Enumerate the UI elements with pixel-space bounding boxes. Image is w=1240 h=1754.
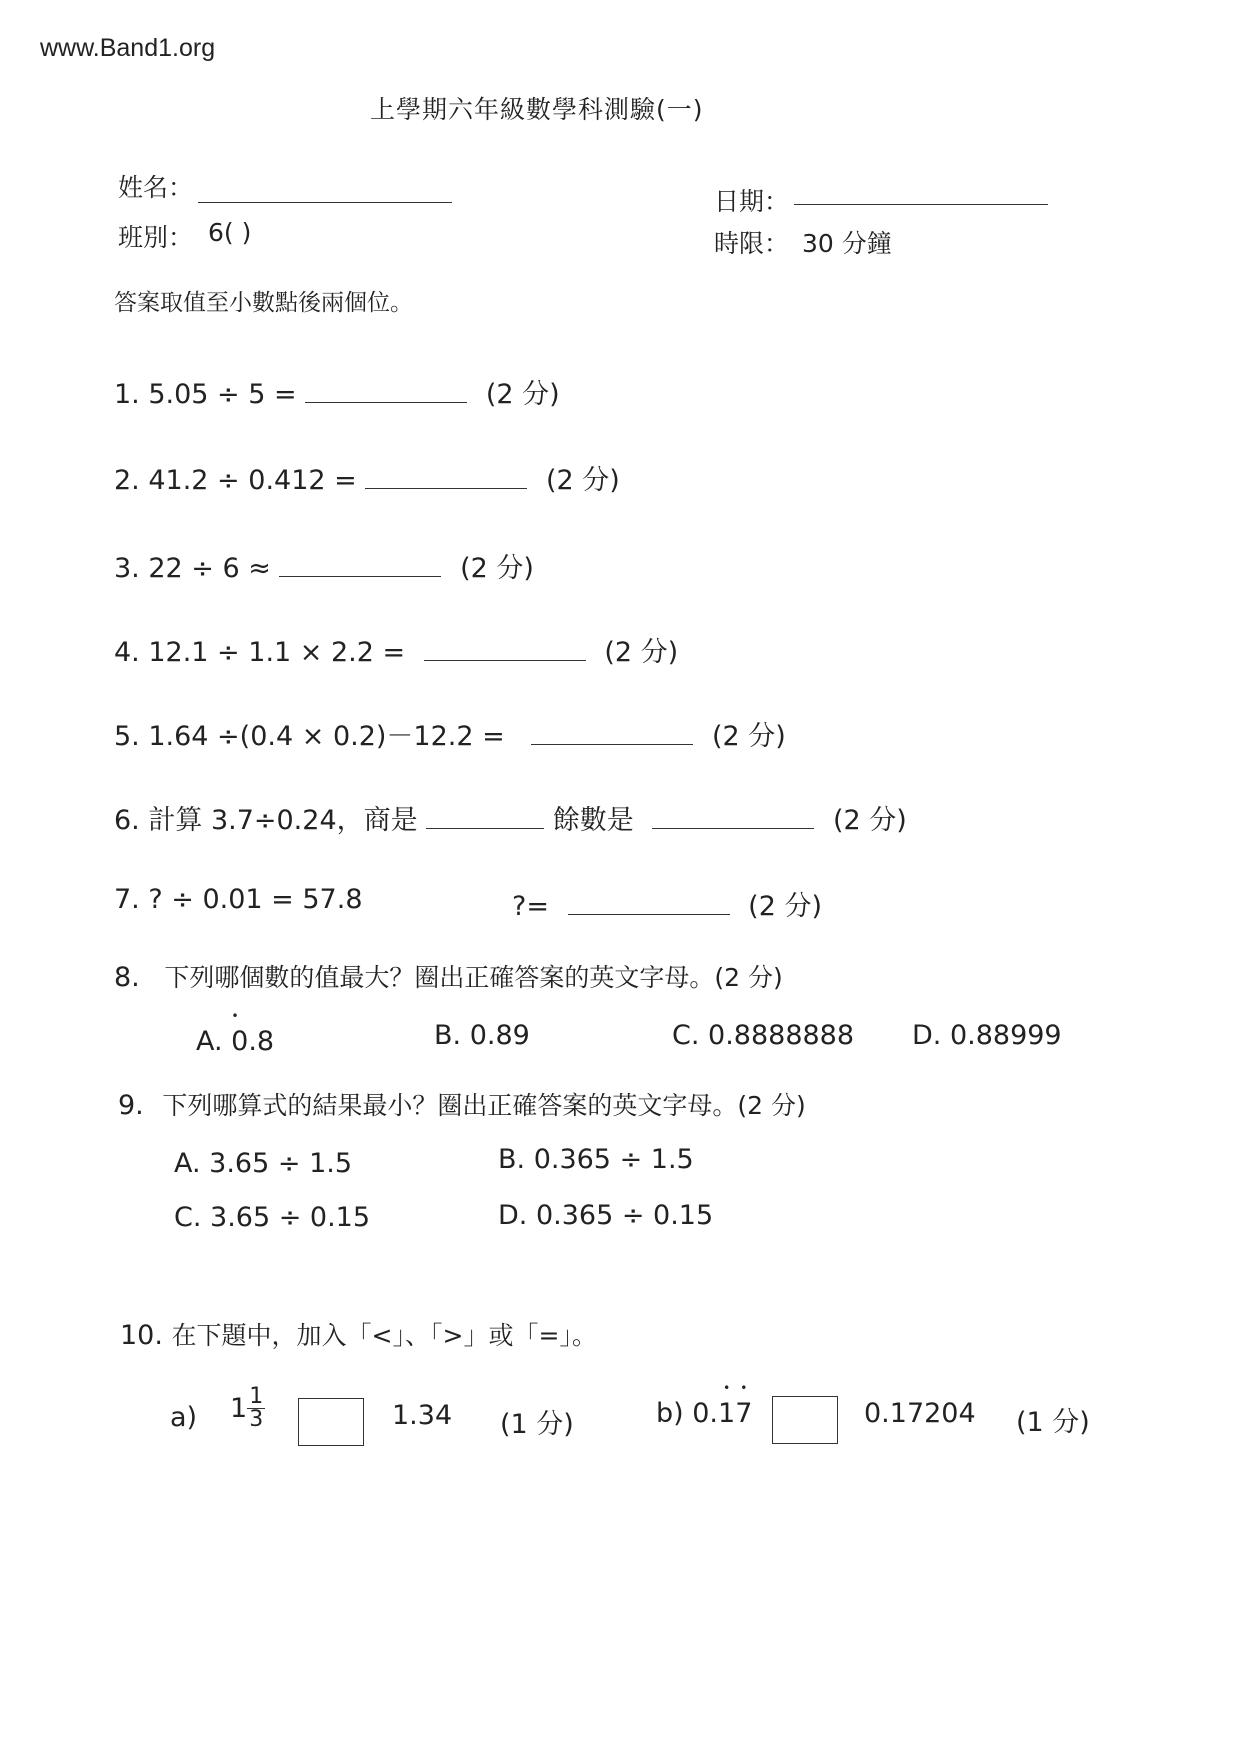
- option-b[interactable]: B. 0.89: [434, 1020, 530, 1051]
- question-10: [120, 1316, 597, 1352]
- question-text: 下列哪個數的值最大？圈出正確答案的英文字母。(2 分): [164, 963, 783, 992]
- marks: (2 分): [711, 721, 786, 752]
- question-number: 2.: [114, 465, 140, 496]
- fraction: [247, 1386, 265, 1431]
- question-number: 5.: [114, 721, 140, 752]
- question-text: 計算 3.7÷0.24，商是: [148, 805, 418, 836]
- answer-blank[interactable]: [305, 372, 467, 403]
- compare-value-a: 1.34: [392, 1400, 453, 1431]
- question-text: 下列哪算式的結果最小？圈出正確答案的英文字母。(2 分): [162, 1091, 806, 1120]
- question-8: [114, 958, 783, 994]
- remainder-blank[interactable]: [652, 798, 814, 829]
- part-b-label: b) 0.: [656, 1398, 719, 1429]
- marks: (2 分): [485, 379, 560, 410]
- question-number: 1.: [114, 379, 140, 410]
- compare-value-b: 0.17204: [864, 1398, 976, 1429]
- class-value: 6( ): [208, 218, 252, 247]
- question-text: 22 ÷ 6 ≈: [148, 553, 271, 584]
- time-label: 時限：: [714, 229, 790, 258]
- question-text-remainder: 餘數是: [552, 805, 634, 836]
- marks: (2 分): [604, 637, 679, 668]
- question-text-unknown: ?=: [512, 891, 549, 922]
- marks: (2 分): [545, 465, 620, 496]
- question-number: 7.: [114, 884, 140, 915]
- marks: (2 分): [460, 553, 534, 584]
- question-6: [114, 798, 907, 837]
- option-a[interactable]: [196, 1026, 274, 1057]
- marks: (2 分): [833, 805, 907, 836]
- question-7-answer: [512, 884, 822, 923]
- question-3: [114, 546, 534, 585]
- whole-part: 1: [230, 1393, 248, 1424]
- answer-blank[interactable]: [424, 630, 586, 661]
- answer-blank[interactable]: [531, 714, 693, 745]
- question-number: 10.: [120, 1320, 163, 1351]
- name-label: 姓名：: [118, 173, 194, 202]
- question-number: 6.: [114, 805, 140, 836]
- option-c[interactable]: C. 3.65 ÷ 0.15: [174, 1202, 371, 1233]
- marks-b: (1 分): [1016, 1407, 1090, 1438]
- part-b-expression: [656, 1398, 752, 1429]
- option-c[interactable]: C. 0.8888888: [672, 1020, 855, 1051]
- watermark-url: www.Band1.org: [40, 34, 216, 62]
- marks-a: (1 分): [500, 1409, 574, 1440]
- question-text: 12.1 ÷ 1.1 × 2.2 =: [148, 637, 406, 668]
- question-number: 8.: [114, 962, 140, 993]
- part-a-label: a): [170, 1402, 198, 1433]
- question-text: 在下題中，加入「<」、「>」或「=」。: [171, 1321, 597, 1350]
- question-9: [118, 1086, 806, 1122]
- date-label: 日期：: [714, 187, 790, 216]
- question-text: 5.05 ÷ 5 =: [148, 379, 297, 410]
- question-1: [114, 372, 560, 411]
- denominator: 3: [249, 1407, 264, 1432]
- question-2: [114, 458, 620, 497]
- recurring-digit-1: • 1: [718, 1398, 735, 1429]
- page-title: 上學期六年級數學科測驗(一): [370, 95, 704, 124]
- compare-box-b[interactable]: [772, 1396, 838, 1444]
- option-d[interactable]: D. 0.365 ÷ 0.15: [498, 1200, 714, 1231]
- question-7: [114, 884, 363, 915]
- quotient-blank[interactable]: [426, 798, 544, 829]
- mixed-number: [230, 1386, 265, 1431]
- class-label: 班別：: [118, 223, 194, 252]
- question-text: ? ÷ 0.01 = 57.8: [148, 884, 363, 915]
- numerator: 1: [249, 1384, 264, 1409]
- marks: (2 分): [748, 891, 822, 922]
- question-5: [114, 714, 786, 753]
- recurring-digit-2: • 7: [735, 1398, 752, 1429]
- option-b[interactable]: B. 0.365 ÷ 1.5: [498, 1144, 694, 1175]
- question-number: 9.: [118, 1090, 144, 1121]
- question-number: 3.: [114, 553, 140, 584]
- answer-blank[interactable]: [279, 546, 441, 577]
- option-label: • A. 0.8: [196, 1026, 274, 1057]
- question-text: 1.64 ÷(0.4 × 0.2)－12.2 =: [148, 721, 505, 752]
- question-4: [114, 630, 678, 669]
- answer-blank[interactable]: [568, 884, 730, 915]
- option-a[interactable]: A. 3.65 ÷ 1.5: [174, 1148, 353, 1179]
- date-field[interactable]: [794, 178, 1048, 205]
- question-number: 4.: [114, 637, 140, 668]
- instruction: 答案取值至小數點後兩個位。: [114, 290, 413, 316]
- option-d[interactable]: D. 0.88999: [912, 1020, 1062, 1051]
- time-value: 30 分鐘: [802, 229, 892, 258]
- compare-box-a[interactable]: [298, 1398, 364, 1446]
- name-field[interactable]: [198, 176, 452, 203]
- question-text: 41.2 ÷ 0.412 =: [148, 465, 357, 496]
- answer-blank[interactable]: [365, 458, 527, 489]
